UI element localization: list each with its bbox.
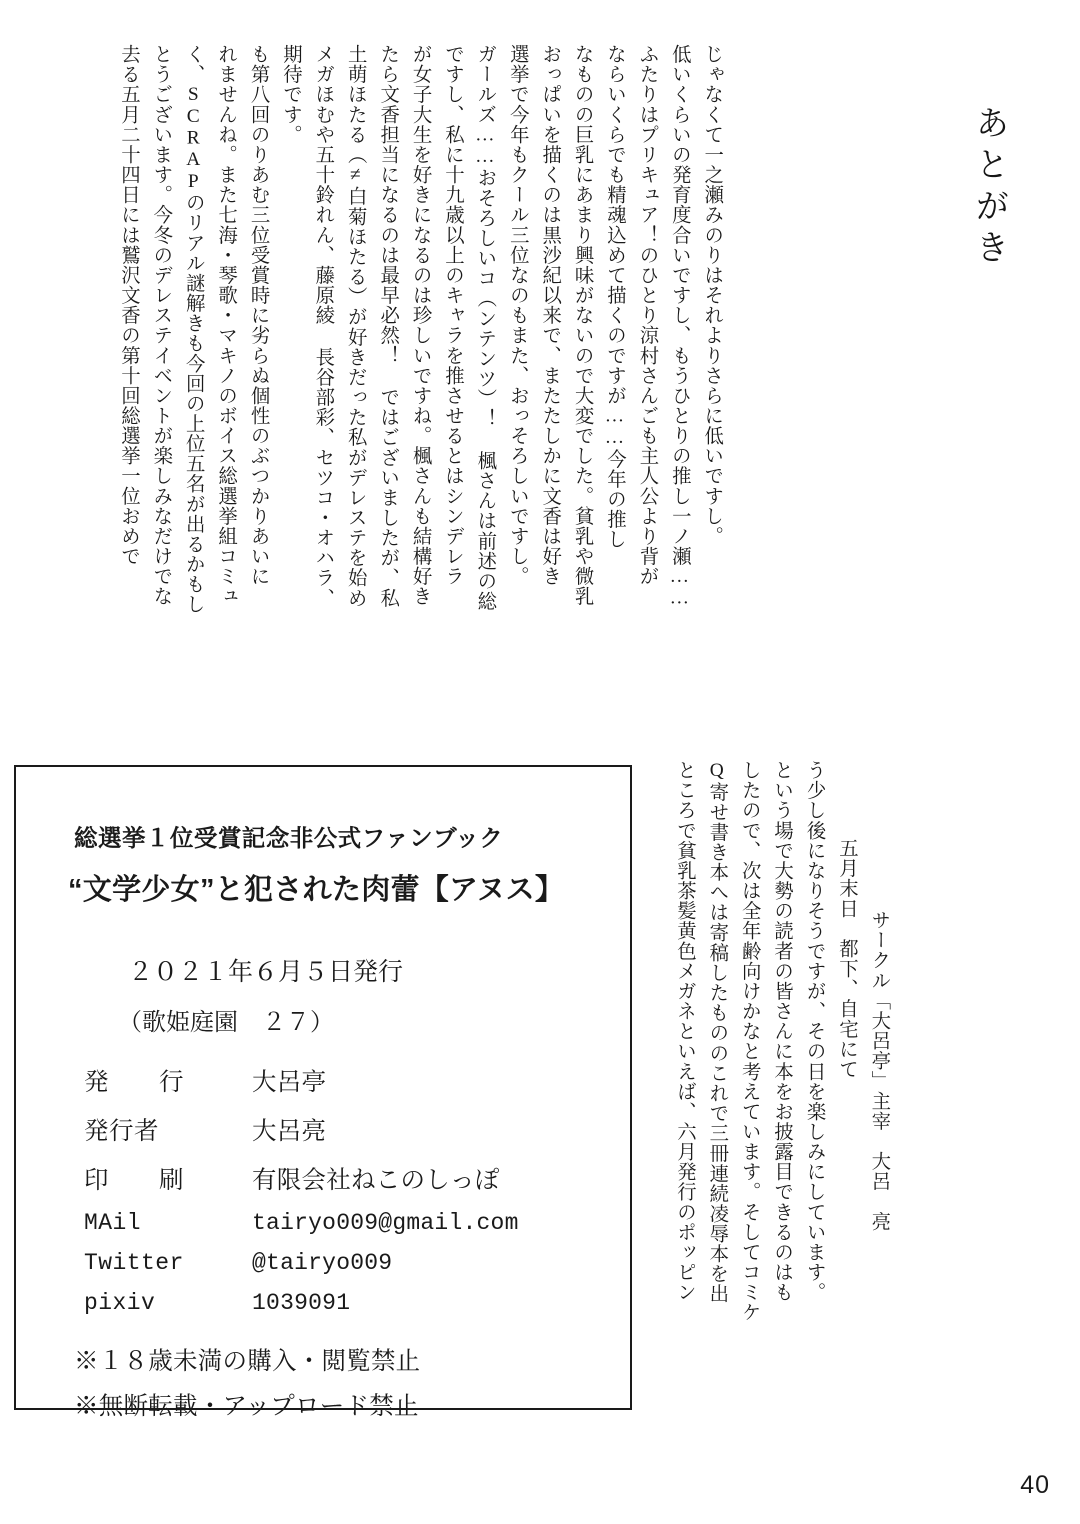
afterword-signature-circle: サークル「大呂亭」主宰 大呂 亮 — [868, 910, 890, 1232]
colophon-row-printer — [84, 1161, 600, 1196]
colophon-row-twitter — [84, 1250, 600, 1276]
colophon-row-mail — [84, 1210, 600, 1236]
afterword-column: したので、次は全年齢向けかなと考えています。そしてコミケ — [738, 760, 760, 1323]
afterword-column: 期待です。 — [279, 44, 301, 145]
colophon-value: 大呂亭 — [252, 1069, 327, 1096]
colophon-label: 発行者 — [84, 1118, 159, 1145]
colophon-label: 発 行 — [84, 1069, 184, 1096]
afterword-column: 去る五月二十四日には鷲沢文香の第十回総選挙一位おめで — [117, 44, 139, 567]
afterword-column: が女子大生を好きになるのは珍しいですね。楓さんも結構好き — [409, 44, 431, 607]
page-number: 40 — [1020, 1471, 1050, 1499]
page-title: あとがき — [970, 105, 1007, 271]
afterword-column: 選挙で今年もクール三位なのもまた、おっそろしいですし。 — [506, 44, 528, 587]
colophon-value: 大呂亮 — [252, 1118, 327, 1145]
afterword-column: れませんね。また七海・琴歌・マキノのボイス総選挙組コミュ — [215, 44, 237, 607]
colophon-label: pixiv — [84, 1290, 156, 1316]
colophon-value: tairyo009@gmail.com — [252, 1210, 519, 1236]
afterword-text-upper — [112, 44, 950, 716]
colophon-subtitle: 総選挙１位受賞記念非公式ファンブック — [74, 825, 504, 851]
colophon-value: 1039091 — [252, 1290, 351, 1316]
afterword-column: も第八回のりあむ三位受賞時に劣らぬ個性のぶつかりあいに — [247, 44, 269, 587]
afterword-column: なものの巨乳にあまり興味がないので大変でした。貧乳や微乳 — [571, 44, 593, 607]
colophon-row-pixiv — [84, 1290, 600, 1316]
afterword-column: とうございます。今冬のデレステイベントが楽しみなだけでな — [150, 44, 172, 607]
colophon-event: （歌姫庭園 ２７） — [118, 1009, 334, 1036]
afterword-column: おっぱいを描くのは黒沙紀以来で、またたしかに文香は好き — [539, 44, 561, 587]
colophon-label: Twitter — [84, 1250, 184, 1276]
colophon-note-repost: ※無断転載・アップロード禁止 — [74, 1393, 419, 1420]
colophon-label: 印 刷 — [84, 1167, 184, 1194]
afterword-column: メガほむや五十鈴れん、藤原綾 長谷部彩、セツコ・オハラ、 — [312, 44, 334, 608]
colophon-box — [14, 765, 632, 1420]
afterword-column: という場で大勢の読者の皆さんに本をお披露目できるのはも — [771, 760, 793, 1303]
afterword-text-lower — [668, 760, 968, 1360]
colophon-note-age: ※１８歳未満の購入・閲覧禁止 — [74, 1348, 421, 1375]
afterword-column: たら文香担当になるのは最早必然！ ではございましたが、私 — [377, 44, 399, 608]
colophon-row-author — [84, 1112, 600, 1147]
colophon-publish-date: ２０２１年６月５日発行 — [128, 958, 404, 986]
afterword-column: ふたりはプリキュア！のひとり涼村さんごも主人公より背が — [636, 44, 658, 587]
colophon-label: MAil — [84, 1210, 142, 1236]
colophon-row-publisher — [84, 1063, 600, 1098]
afterword-column: ところで貧乳茶髪黄色メガネといえば、六月発行のポッピン — [673, 760, 695, 1303]
colophon-title: “文学少女”と犯された肉蕾【アヌス】 — [68, 874, 565, 906]
afterword-column: 低いくらいの発育度合いですし、もうひとりの推し一ノ瀬…… — [668, 44, 690, 610]
afterword-column: く、SCRAPのリアル謎解きも今回の上位五名が出るかもし — [182, 44, 204, 615]
colophon-value: @tairyo009 — [252, 1250, 393, 1276]
afterword-column: Q寄せ書き本へは寄稿したもののこれで三冊連続凌辱本を出 — [706, 760, 728, 1304]
afterword-column: 土萌ほたる（≠白菊ほたる）が好きだった私がデレステを始め — [344, 44, 366, 608]
afterword-column: じゃなくて一之瀬みのりはそれよりさらに低いですし。 — [701, 44, 723, 546]
afterword-column: ならいくらでも精魂込めて描くのですが……今年の推し — [604, 44, 625, 550]
afterword-column: ですし、私に十九歳以上のキャラを推させるとはシンデレラ — [441, 44, 463, 587]
colophon-value: 有限会社ねこのしっぽ — [252, 1167, 500, 1194]
afterword-column: う少し後になりそうですが、その日を楽しみにしています。 — [803, 760, 825, 1303]
afterword-column: ガールズ……おそろしいコ（ンテンツ）！ 楓さんは前述の総 — [474, 44, 496, 612]
afterword-signature-date: 五月末日 都下、自宅にて — [835, 838, 857, 1079]
